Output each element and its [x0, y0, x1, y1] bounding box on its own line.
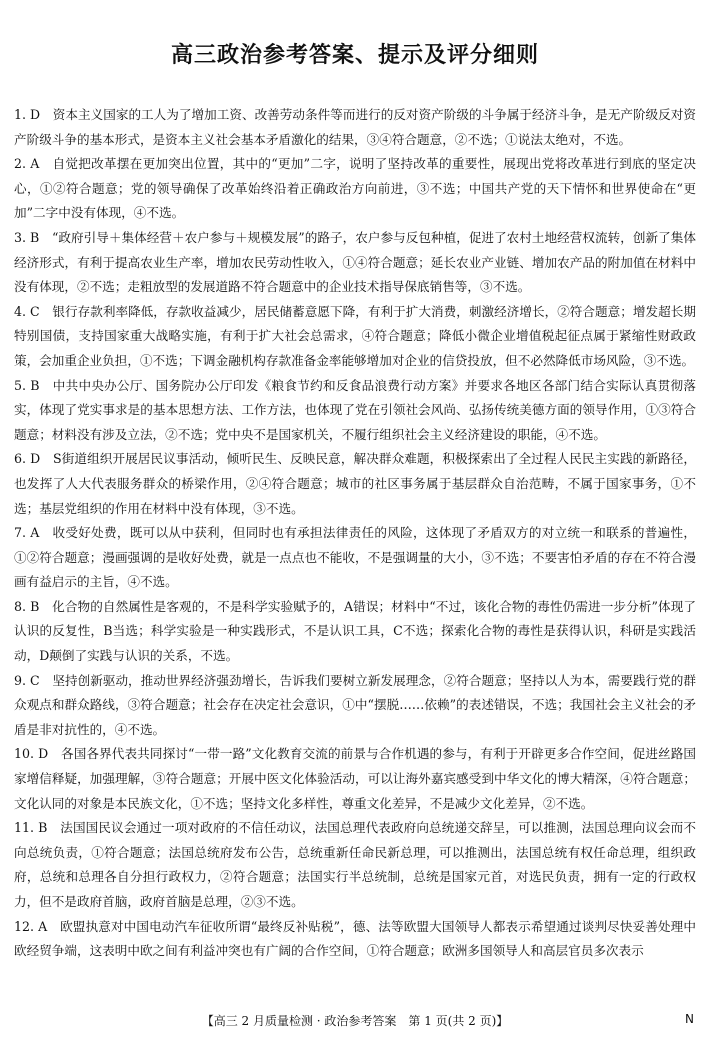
footer-page-info: 【高三 2 月质量检测 · 政治参考答案 第 1 页(共 2 页)】: [201, 1014, 509, 1028]
answer-item-12: 12. A 欧盟执意对中国电动汽车征收所谓“最终反补贴税”，德、法等欧盟大国领导人都表示希望通过谈判尽快妥善处理中欧经贸争端，这表明中欧之间有利益冲突也有广阔的合作空间，①符合题意；欧洲多国领导人和高层官员多次表示: [14, 918, 696, 959]
answer-item-10: 10. D 各国各界代表共同探讨“一带一路”文化教育交流的前景与合作机遇的参与，有利于开辟更多合作空间，促进丝路国家增信释疑，加强理解，③符合题意；开展中医文化体验活动，可以让海外嘉宾感受到中华文化的博大精深，④符合题意；文化认同的对象是本民族文化，①不选；坚持文化多样性，尊重文化差异，不是减少文化差异，②不选。: [14, 746, 696, 811]
answer-item-6: 6. D S街道组织开展居民议事活动，倾听民生、反映民意，解决群众难题，积极探索出了全过程人民民主实践的新路径，也发挥了人大代表服务群众的桥梁作用，②④符合题意；城市的社区事务属于基层群众自治范畴，不属于国家事务，①不选；基层党组织的作用在材料中没有体现，③不选。: [14, 451, 696, 516]
footer-mark: N: [685, 1012, 694, 1026]
answer-item-7: 7. A 收受好处费，既可以从中获利，但同时也有承担法律责任的风险，这体现了矛盾双方的对立统一和联系的普遍性，①②符合题意；漫画强调的是收好处费，就是一点点也不能收，不是强调量的大小，③不选；不要害怕矛盾的存在不符合漫画有益启示的主旨，④不选。: [14, 525, 696, 590]
answer-item-11: 11. B 法国国民议会通过一项对政府的不信任动议，法国总理代表政府向总统递交辞呈，可以推测，法国总理向议会而不向总统负责，①符合题意；法国总统府发布公告，总统重新任命民新总理，可以推测出，法国总统有权任命总理，组织政府，总统和总理各自分担行政权力，②符合题意；法国实行半总统制，总统是国家元首，对选民负责，拥有一定的行政权力，但不是政府首脑，政府首脑是总理，②③不选。: [14, 820, 696, 909]
answer-item-5: 5. B 中共中央办公厅、国务院办公厅印发《粮食节约和反食品浪费行动方案》并要求各地区各部门结合实际认真贯彻落实，体现了党实事求是的基本思想方法、工作方法，也体现了党在引领社会风尚、弘扬传统美德方面的领导作用，①③符合题意；材料没有涉及立法，②不选；党中央不是国家机关，不履行组织社会主义经济建设的职能，④不选。: [14, 377, 696, 442]
answer-item-3: 3. B “政府引导＋集体经营＋农户参与＋规模发展”的路子，农户参与反包种植，促进了农村土地经营权流转，创新了集体经济形式，有利于提高农业生产率，增加农民劳动性收入，①④符合题意；延长农业产业链、增加农产品的附加值在材料中没有体现，②不选；走粗放型的发展道路不符合题意中的企业技术指导保底销售等，③不选。: [14, 229, 696, 295]
answer-item-4: 4. C 银行存款利率降低，存款收益减少，居民储蓄意愿下降，有利于扩大消费，刺激经济增长，②符合题意；增发超长期特别国债，支持国家重大战略实施，有利于扩大社会总需求，④符合题意；降低小微企业增值税起征点属于紧缩性财政政策，会加重企业负担，①不选；下调金融机构存款准备金率能够增加对企业的信贷投放，但不必然降低市场风险，③不选。: [14, 303, 696, 368]
answer-item-1: 1. D 资本主义国家的工人为了增加工资、改善劳动条件等而进行的反对资产阶级的斗争属于经济斗争，是无产阶级反对资产阶级斗争的基本形式，是资本主义社会基本矛盾激化的结果，③④符合题意，②不选；①说法太绝对，不选。: [14, 107, 696, 147]
answer-item-8: 8. B 化合物的自然属性是客观的，不是科学实验赋予的，A错误；材料中“不过，该化合物的毒性仍需进一步分析”体现了认识的反复性，B当选；科学实验是一种实践形式，不是认识工具，C不选；探索化合物的毒性是获得认识，科研是实践活动，D颠倒了实践与认识的关系，不选。: [14, 598, 696, 664]
answer-list: [14, 103, 696, 964]
answer-item-2: 2. A 自觉把改革摆在更加突出位置，其中的“更加”二字，说明了坚持改革的重要性，展现出党将改革进行到底的坚定决心，①②符合题意；党的领导确保了改革始终沿着正确政治方向前进，③不选；中国共产党的天下情怀和世界使命在“更加”二字中没有体现，④不选。: [14, 156, 696, 221]
answer-item-9: 9. C 坚持创新驱动，推动世界经济强劲增长，告诉我们要树立新发展理念，②符合题意；坚持以人为本，需要践行党的群众观点和群众路线，③符合题意；社会存在决定社会意识，①中“摆脱……依赖”的表述错误，不选；我国社会主义社会的矛盾是非对抗性的，④不选。: [14, 672, 696, 737]
document-title: 高三政治参考答案、提示及评分细则: [170, 43, 539, 68]
page-footer: [0, 1012, 710, 1032]
